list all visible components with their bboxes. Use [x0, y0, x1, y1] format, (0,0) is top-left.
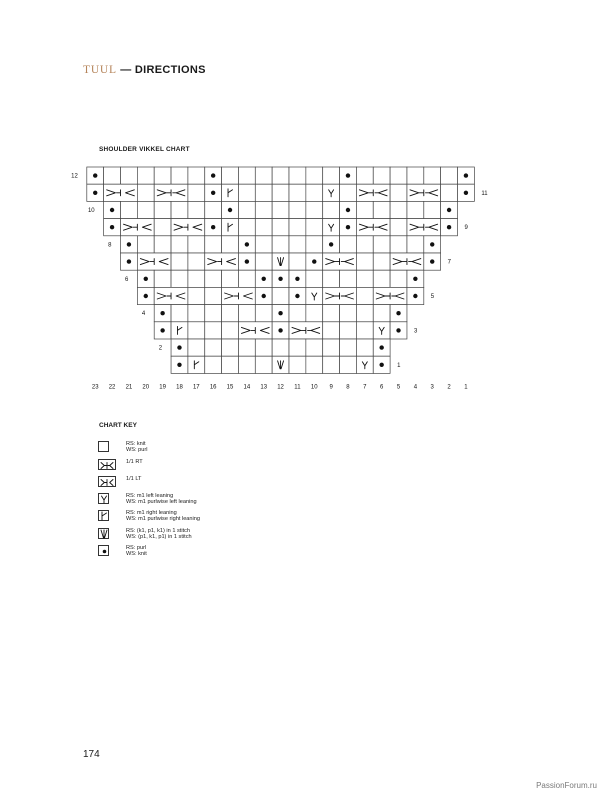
chart-cell — [356, 356, 373, 373]
chart-cell — [289, 253, 306, 270]
chart-cell — [356, 305, 373, 322]
chart-cell — [390, 270, 407, 287]
chart-cell — [323, 339, 340, 356]
purl-dot-icon — [329, 242, 333, 246]
key-item-line: RS: m1 left leaning — [126, 493, 174, 499]
chart-cell — [306, 356, 323, 373]
chart-cell — [255, 339, 272, 356]
key-item-text — [126, 528, 192, 541]
chart-cell — [306, 201, 323, 218]
chart-cell — [289, 236, 306, 253]
chart-cell — [390, 201, 407, 218]
chart-cell — [272, 219, 289, 236]
chart-cell — [205, 287, 222, 304]
chart-row-11 — [87, 184, 488, 201]
purl-dot-icon — [110, 225, 114, 229]
column-number-label: 19 — [159, 384, 166, 391]
column-number-label: 10 — [310, 384, 318, 391]
chart-cell — [323, 356, 340, 373]
chart-cell — [188, 270, 205, 287]
chart-cell — [205, 322, 222, 339]
key-item-text — [126, 441, 147, 454]
purl-dot-icon — [346, 173, 350, 177]
chart-cell — [205, 305, 222, 322]
chart-cell — [441, 184, 458, 201]
chart-cell — [255, 305, 272, 322]
column-number-label: 23 — [91, 384, 99, 391]
chart-cell — [222, 236, 239, 253]
purl-dot-icon — [278, 277, 282, 281]
column-number-label: 2 — [447, 384, 451, 391]
chart-cell — [356, 201, 373, 218]
left-twist-icon — [101, 480, 113, 486]
purl-dot-icon — [127, 259, 131, 263]
chart-cell — [137, 184, 154, 201]
chart-cell — [171, 305, 188, 322]
chart-cell — [171, 236, 188, 253]
chart-cell — [154, 236, 171, 253]
chart-title: SHOULDER VIKKEL CHART — [99, 146, 190, 153]
chart-cell — [154, 270, 171, 287]
chart-cell — [238, 270, 255, 287]
purl-dot-icon — [379, 345, 383, 349]
chart-cell — [356, 287, 373, 304]
chart-cell — [121, 201, 138, 218]
chart-cell — [171, 270, 188, 287]
chart-cell — [289, 167, 306, 184]
key-item-line: 1/1 LT — [126, 476, 142, 482]
purl-dot-icon — [245, 242, 249, 246]
chart-cell — [222, 184, 239, 201]
row-number-label: 2 — [158, 345, 163, 352]
chart-cell — [390, 184, 407, 201]
key-item-line: WS: m1 purlwise right leaning — [126, 516, 200, 523]
chart-cell — [238, 167, 255, 184]
column-number-label: 18 — [176, 384, 183, 391]
chart-cell — [306, 184, 323, 201]
column-number-label: 4 — [413, 384, 418, 391]
chart-cell — [222, 356, 239, 373]
right-twist-icon — [101, 463, 113, 469]
chart-cell — [188, 339, 205, 356]
purl-dot-icon — [177, 363, 181, 367]
chart-cell — [238, 305, 255, 322]
chart-cell — [306, 270, 323, 287]
purl-dot-icon — [93, 173, 97, 177]
chart-cell — [340, 305, 357, 322]
pattern-name: TUUL — [83, 64, 117, 76]
chart-cell — [390, 167, 407, 184]
chart-row-3 — [154, 322, 418, 339]
purl-dot-icon — [295, 294, 299, 298]
chart-cell — [340, 236, 357, 253]
chart-cell — [188, 305, 205, 322]
chart-cell — [373, 236, 390, 253]
row-number-label: 9 — [464, 225, 468, 232]
chart-cell — [255, 184, 272, 201]
chart-cell — [424, 167, 441, 184]
chart-cell — [188, 287, 205, 304]
purl-dot-icon — [160, 311, 164, 315]
key-symbol-rt-icon — [98, 459, 116, 470]
page-number: 174 — [83, 749, 100, 760]
chart-cell — [407, 167, 424, 184]
purl-dot-icon — [295, 277, 299, 281]
chart-cell — [356, 167, 373, 184]
chart-cell — [137, 236, 154, 253]
chart-cell — [255, 356, 272, 373]
column-number-label: 8 — [346, 384, 350, 391]
purl-dot-icon — [245, 259, 249, 263]
chart-cell — [340, 356, 357, 373]
chart-cell — [323, 219, 340, 236]
chart-cell — [356, 270, 373, 287]
column-number-label: 11 — [294, 384, 301, 391]
key-symbol-m1l-icon — [98, 493, 109, 504]
row-number-label: 3 — [413, 328, 418, 335]
chart-cell — [205, 356, 222, 373]
column-number-label: 21 — [125, 384, 133, 391]
chart-cell — [289, 184, 306, 201]
chart-cell — [272, 287, 289, 304]
chart-cell — [137, 167, 154, 184]
purl-dot-icon — [396, 311, 400, 315]
chart-cell — [373, 322, 390, 339]
key-item-text — [126, 493, 197, 506]
chart-cell — [340, 270, 357, 287]
chart-cell — [323, 201, 340, 218]
purl-dot-icon — [262, 277, 266, 281]
purl-dot-icon — [396, 328, 400, 332]
row-number-label: 4 — [141, 311, 146, 318]
chart-cell — [323, 184, 340, 201]
key-item-line: RS: m1 right leaning — [126, 510, 177, 516]
purl-dot-icon — [447, 225, 451, 229]
chart-cell — [238, 219, 255, 236]
chart-cell — [272, 236, 289, 253]
section-name: DIRECTIONS — [134, 64, 206, 76]
key-item-line: WS: (p1, k1, p1) in 1 stitch — [126, 534, 192, 541]
chart-cell — [171, 167, 188, 184]
chart-cell — [238, 201, 255, 218]
chart-cell — [171, 201, 188, 218]
column-number-label: 17 — [192, 384, 200, 391]
column-number-label: 20 — [142, 384, 150, 391]
column-number-label: 12 — [277, 384, 284, 391]
purl-dot-icon — [312, 259, 316, 263]
column-number-label: 7 — [363, 384, 367, 391]
purl-dot-icon — [211, 225, 215, 229]
chart-row-6 — [125, 270, 424, 287]
purl-dot-icon — [464, 191, 468, 195]
chart-cell — [188, 253, 205, 270]
purl-dot-icon — [346, 225, 350, 229]
column-number-label: 16 — [209, 384, 217, 391]
chart-cell — [222, 322, 239, 339]
key-item-line: WS: m1 purlwise left leaning — [126, 499, 197, 506]
chart-cell — [441, 167, 458, 184]
chart-cell — [205, 270, 222, 287]
m1-right-icon — [102, 512, 107, 520]
chart-cell — [356, 322, 373, 339]
purl-dot-icon — [413, 277, 417, 281]
chart-cell — [340, 322, 357, 339]
chart-cell — [306, 339, 323, 356]
chart-cell — [188, 167, 205, 184]
chart-cell — [424, 201, 441, 218]
chart-cell — [390, 219, 407, 236]
chart-row-5 — [137, 287, 434, 304]
chart-cell — [289, 339, 306, 356]
chart-cell — [238, 356, 255, 373]
purl-dot-icon — [110, 208, 114, 212]
key-item-text — [126, 476, 141, 482]
chart-cell — [373, 270, 390, 287]
purl-dot-icon — [379, 363, 383, 367]
purl-dot-icon — [430, 242, 434, 246]
key-item-line: 1/1 RT — [126, 459, 143, 465]
chart-cell — [171, 253, 188, 270]
chart-row-10 — [88, 201, 458, 218]
chart-cell — [154, 201, 171, 218]
chart-cell — [306, 219, 323, 236]
purl-dot-icon — [262, 294, 266, 298]
key-symbol-purl-icon — [98, 545, 109, 556]
row-number-label: 6 — [125, 276, 129, 283]
chart-cell — [222, 270, 239, 287]
chart-cell — [306, 167, 323, 184]
chart-cell — [205, 236, 222, 253]
purl-dot-icon — [93, 191, 97, 195]
chart-cell — [373, 167, 390, 184]
chart-cell — [306, 305, 323, 322]
chart-cell — [222, 167, 239, 184]
chart-cell — [289, 305, 306, 322]
row-number-label: 1 — [397, 362, 401, 369]
chart-cell — [356, 236, 373, 253]
chart-cell — [289, 201, 306, 218]
purl-dot-icon — [228, 208, 232, 212]
chart-cell — [238, 184, 255, 201]
chart-cell — [171, 322, 188, 339]
column-number-label: 3 — [430, 384, 434, 391]
chart-cell — [407, 201, 424, 218]
chart-cell — [121, 167, 138, 184]
watermark: PassionForum.ru — [536, 781, 597, 790]
chart-cell — [340, 339, 357, 356]
chart-cell — [154, 167, 171, 184]
chart-row-9 — [104, 219, 469, 236]
key-item-line: RS: (k1, p1, k1) in 1 stitch — [126, 528, 191, 534]
chart-cell — [222, 219, 239, 236]
chart-cell — [356, 253, 373, 270]
chart-row-1 — [171, 356, 401, 373]
chart-row-4 — [142, 305, 407, 322]
chart-cell — [323, 167, 340, 184]
chart-cell — [222, 339, 239, 356]
chart-row-12 — [71, 167, 474, 184]
purl-dot-icon — [127, 242, 131, 246]
chart-cell — [188, 236, 205, 253]
key-symbol-lt-icon — [98, 476, 116, 487]
chart-row-7 — [121, 253, 452, 270]
chart-key-title: CHART KEY — [99, 422, 137, 429]
chart-row-2 — [159, 339, 390, 356]
chart-cell — [272, 339, 289, 356]
chart-cell — [356, 339, 373, 356]
column-number-label: 9 — [329, 384, 333, 391]
key-item-text — [126, 459, 143, 465]
key-item-line: RS: purl — [126, 545, 147, 551]
header-separator: — — [120, 64, 132, 76]
purl-dot-icon — [430, 259, 434, 263]
chart-cell — [205, 339, 222, 356]
chart-cell — [323, 322, 340, 339]
column-number-label: 5 — [396, 384, 401, 391]
purl-dot-icon — [346, 208, 350, 212]
chart-cell — [255, 253, 272, 270]
purl-dot-icon — [464, 173, 468, 177]
purl-dot-icon — [144, 277, 148, 281]
chart-cell — [154, 219, 171, 236]
row-number-label: 11 — [481, 190, 488, 197]
chart-cell — [272, 201, 289, 218]
chart-cell — [222, 305, 239, 322]
chart-cell — [205, 201, 222, 218]
chart-cell — [373, 201, 390, 218]
purl-dot-icon — [160, 328, 164, 332]
chart-cell — [188, 184, 205, 201]
purl-dot-icon — [211, 191, 215, 195]
chart-cell — [137, 201, 154, 218]
column-number-label: 15 — [226, 384, 234, 391]
chart-cell — [306, 287, 323, 304]
chart-cell — [272, 184, 289, 201]
chart-cell — [104, 167, 121, 184]
chart-row-8 — [108, 236, 440, 253]
purl-dot-icon — [278, 311, 282, 315]
row-number-label: 10 — [87, 208, 95, 214]
chart-cell — [323, 305, 340, 322]
purl-dot-icon — [278, 328, 282, 332]
row-number-label: 12 — [71, 173, 78, 180]
column-number-label: 13 — [260, 384, 268, 391]
chart-cell — [255, 236, 272, 253]
chart-cell — [272, 167, 289, 184]
chart-cell — [306, 236, 323, 253]
chart-cell — [323, 270, 340, 287]
chart-cell — [188, 356, 205, 373]
key-item-text — [126, 545, 147, 558]
purl-dot-icon — [177, 345, 181, 349]
purl-dot-icon — [211, 173, 215, 177]
row-number-label: 8 — [108, 242, 112, 249]
chart-cell — [255, 201, 272, 218]
chart-cell — [255, 219, 272, 236]
key-item-line: WS: purl — [126, 447, 148, 454]
key-item-line: WS: knit — [126, 551, 147, 558]
key-item-text — [126, 510, 200, 523]
row-number-label: 5 — [430, 294, 435, 300]
chart-cell — [188, 322, 205, 339]
key-symbol-knit-icon — [98, 441, 109, 452]
chart-cell — [188, 201, 205, 218]
purl-dot-icon — [447, 208, 451, 212]
chart-cell — [373, 305, 390, 322]
chart-cell — [289, 356, 306, 373]
key-item-line: RS: knit — [126, 441, 146, 447]
key-symbol-k1p1k1-icon — [98, 528, 109, 539]
column-number-label: 14 — [243, 384, 251, 391]
chart-cell — [289, 219, 306, 236]
chart-cell — [255, 167, 272, 184]
row-number-label: 7 — [447, 259, 451, 266]
column-number-label: 6 — [380, 384, 384, 391]
chart-cell — [373, 253, 390, 270]
m1-left-icon — [102, 496, 107, 503]
column-number-label: 22 — [108, 384, 116, 391]
chart-cell — [238, 339, 255, 356]
chart-cell — [407, 236, 424, 253]
key-symbol-m1r-icon — [98, 510, 109, 521]
chart-cell — [390, 236, 407, 253]
purl-dot-icon — [144, 294, 148, 298]
column-number-label: 1 — [464, 384, 468, 391]
k1p1k1-icon — [101, 530, 107, 538]
purl-dot-icon — [413, 294, 417, 298]
chart-cell — [340, 184, 357, 201]
